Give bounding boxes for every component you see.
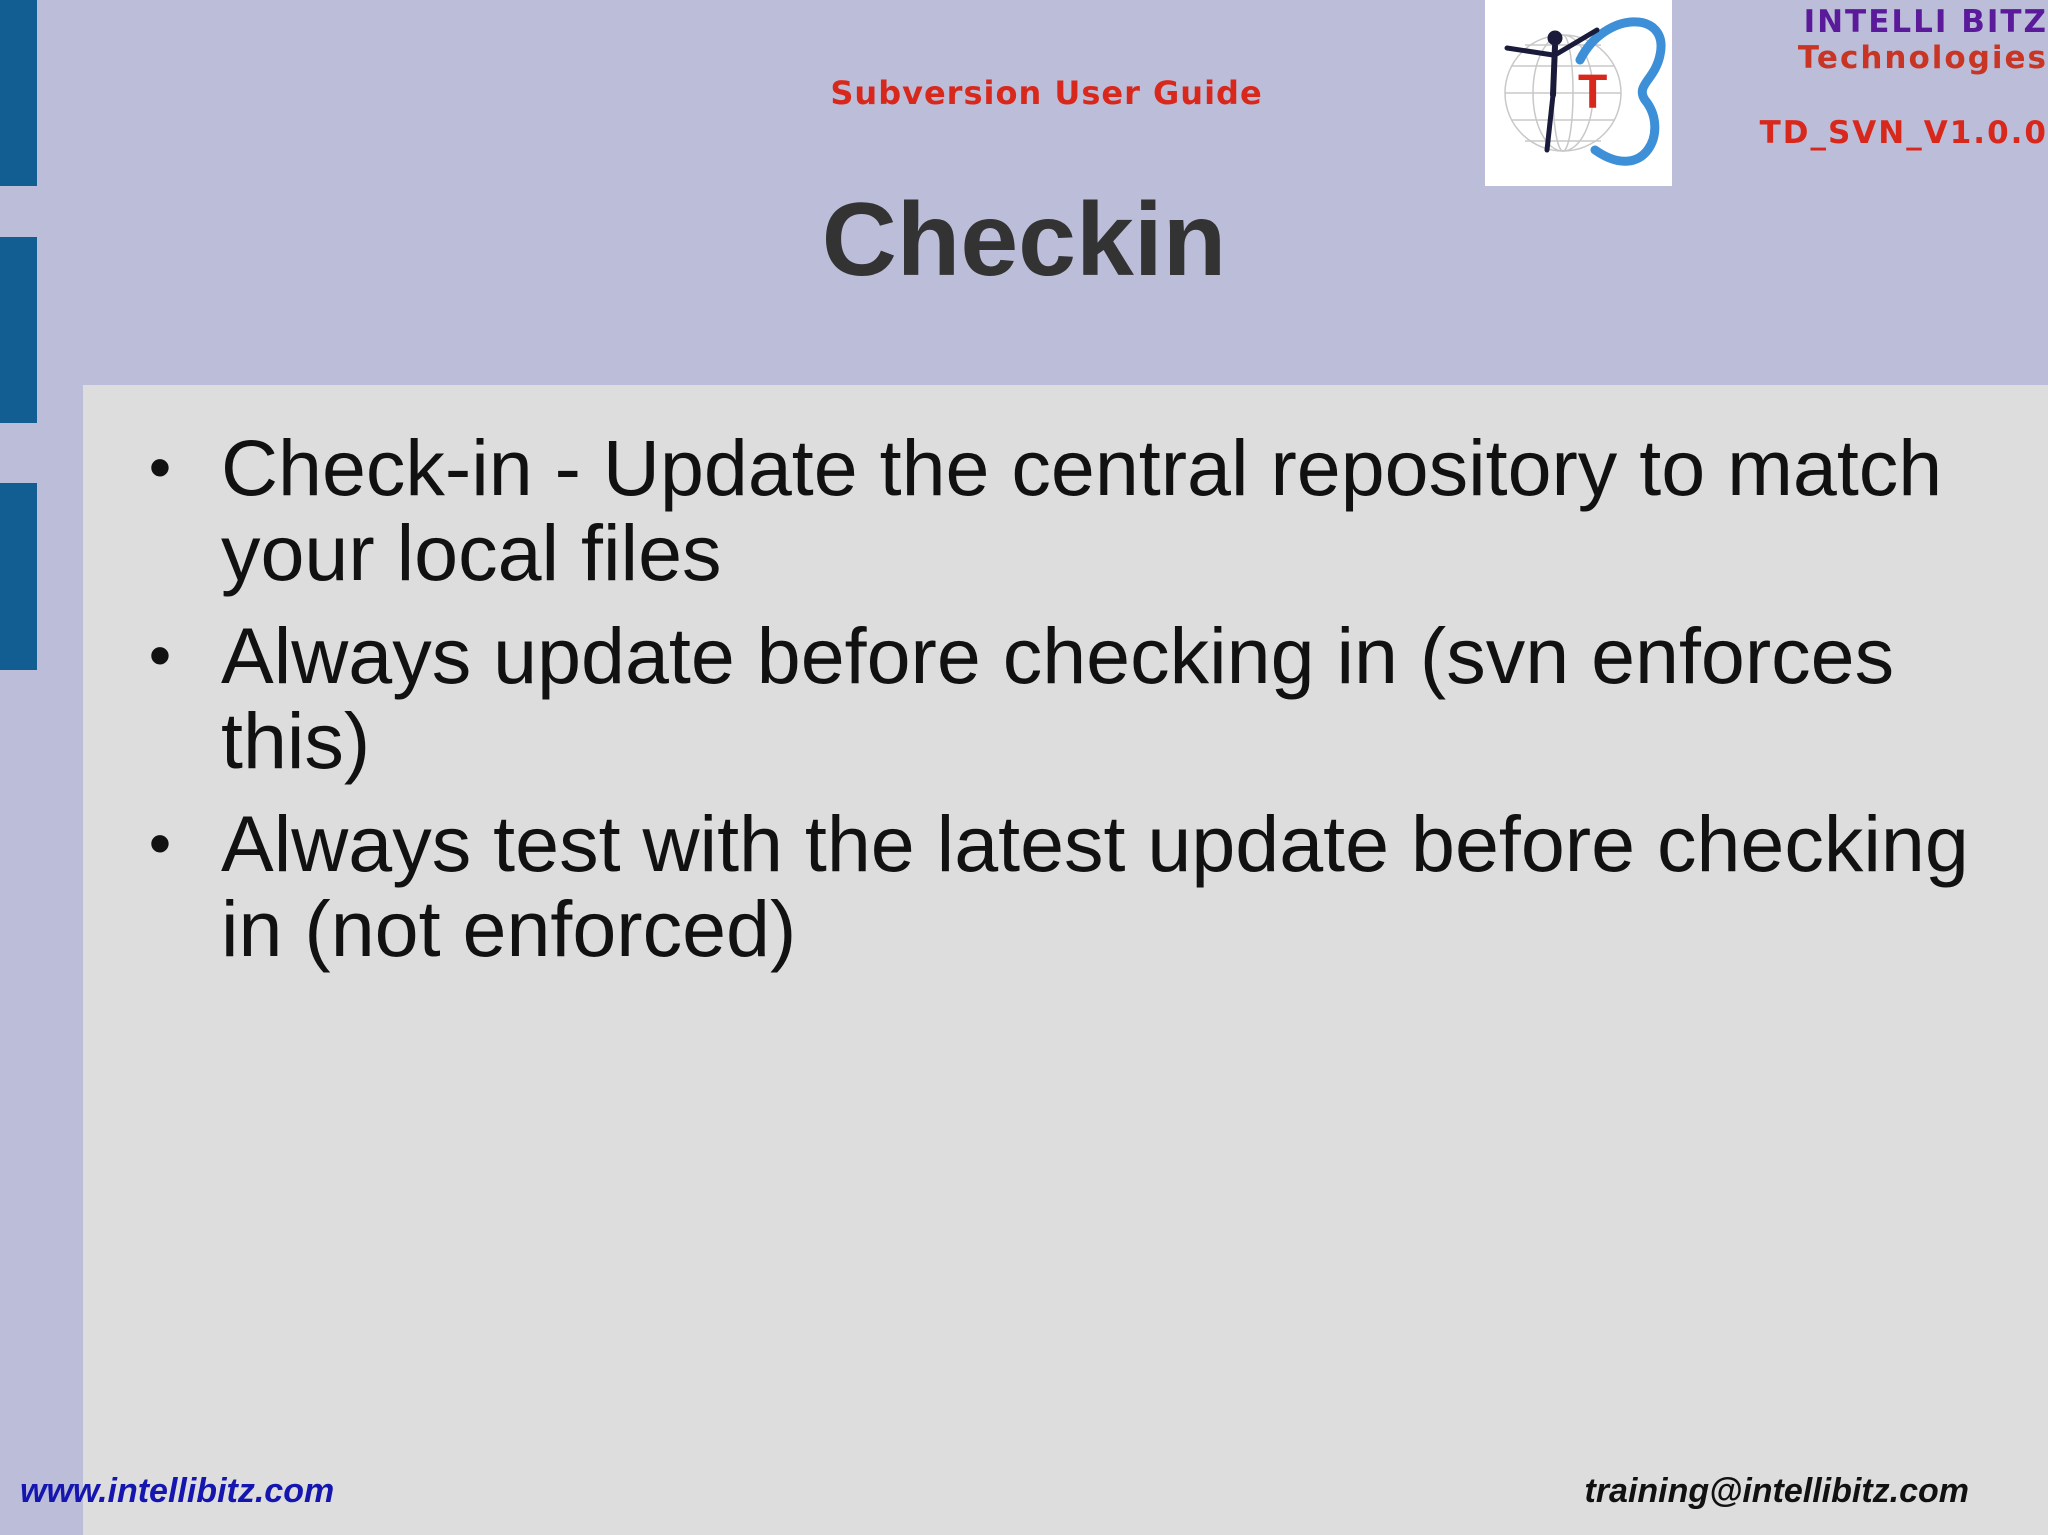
- bullet-text: Check-in - Update the central repository to match your local files: [221, 423, 1943, 597]
- website-link[interactable]: www.intellibitz.com: [20, 1472, 335, 1510]
- side-stripe-bottom: [0, 483, 37, 670]
- bullet-marker: •: [148, 619, 172, 691]
- side-stripe-top: [0, 0, 37, 186]
- bullet-item: [140, 801, 1980, 971]
- globe-logo-icon: [1485, 0, 1672, 186]
- company-name: INTELLI BITZ: [1803, 4, 2048, 40]
- logo-letter: T: [1578, 66, 1608, 119]
- bullet-text: Always test with the latest update before checking in (not enforced): [221, 799, 1969, 973]
- bullet-text: Always update before checking in (svn enforces this): [221, 611, 1895, 785]
- guide-title: Subversion User Guide: [830, 74, 1263, 112]
- bullet-marker: •: [148, 807, 172, 879]
- slide-title: Checkin: [821, 182, 1227, 298]
- document-code: TD_SVN_V1.0.0: [1759, 115, 2048, 151]
- bullet-list: [140, 425, 1980, 989]
- contact-email[interactable]: training@intellibitz.com: [1584, 1472, 1969, 1510]
- company-logo: [1485, 0, 1672, 186]
- bullet-item: [140, 613, 1980, 783]
- bullet-marker: •: [148, 431, 172, 503]
- bullet-item: [140, 425, 1980, 595]
- company-subtitle: Technologies: [1797, 40, 2048, 76]
